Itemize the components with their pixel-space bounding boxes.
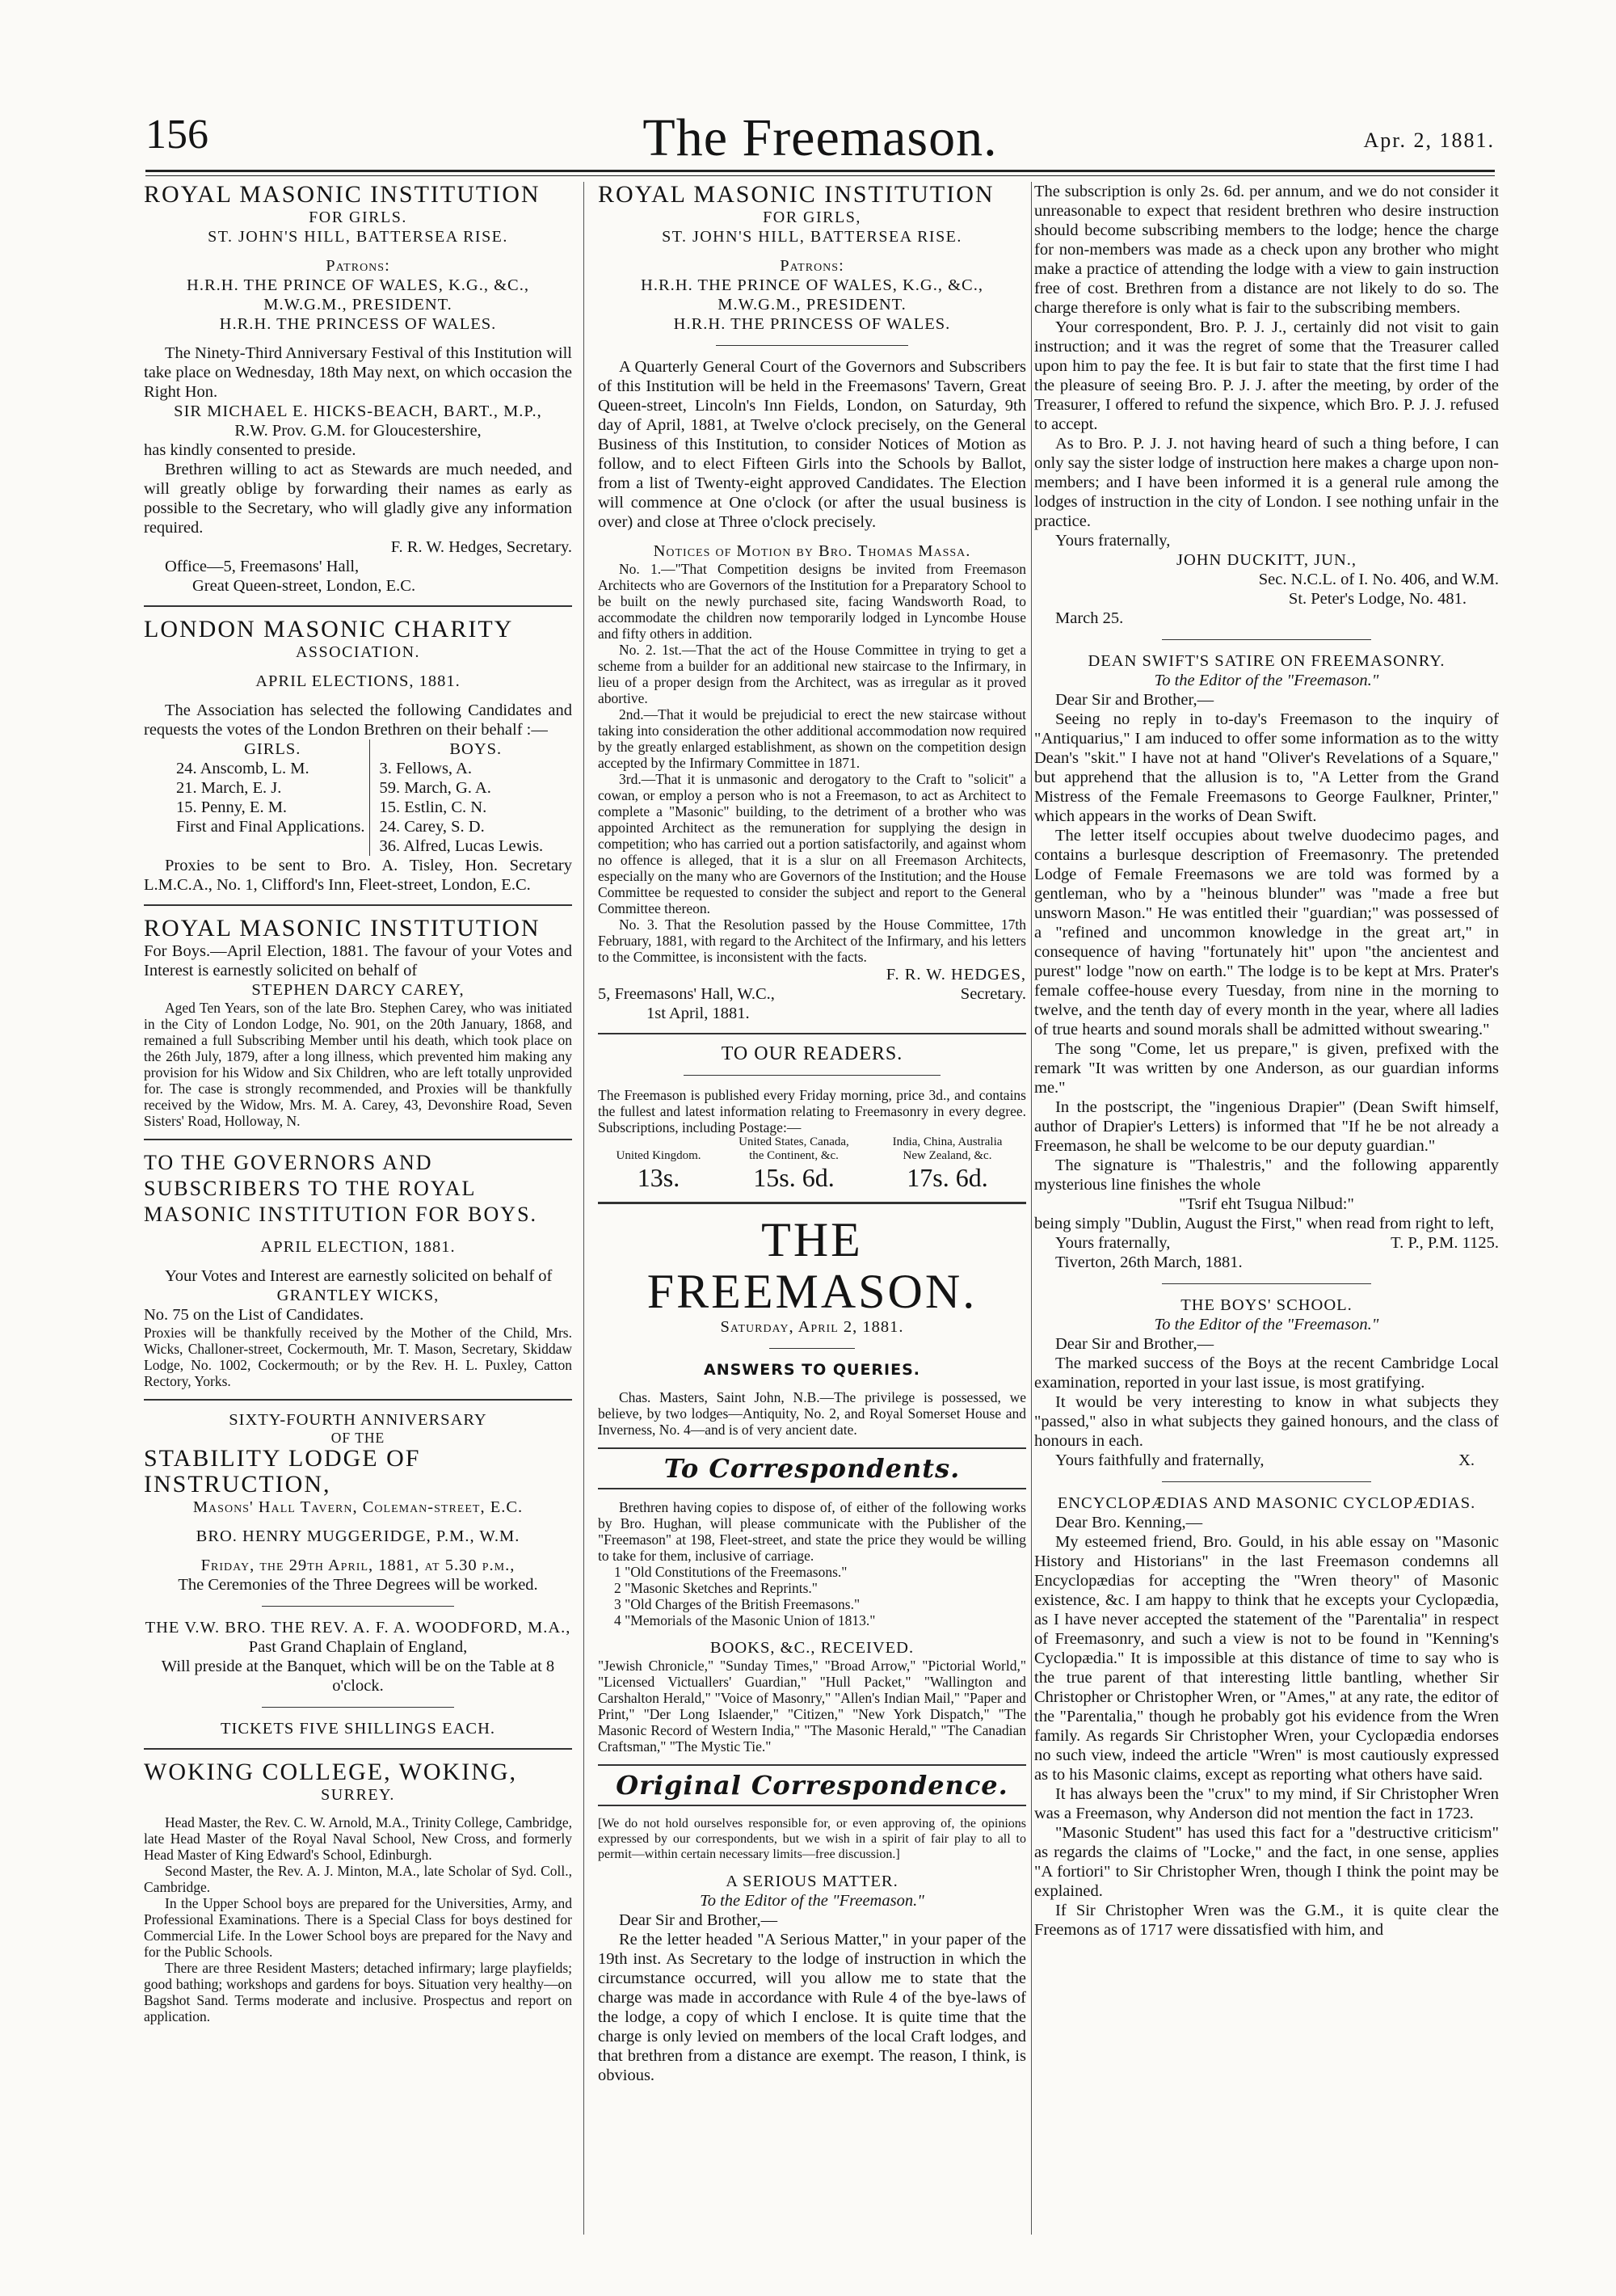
section-body: Brethren having copies to dispose of, of either of the following works by Bro. Hughan, will please communicate with the Publisher of the "Freemason" at 198, Fleet-street, and state the price they would be willing to take for them, inclusive of carriage. — [598, 1499, 1026, 1564]
advert-body: Aged Ten Years, son of the late Bro. Stephen Carey, who was initiated in the City of London Lodge, No. 901, on the 20th January, 1868, and remained a full Subscribing Member until his death, which took place on the 26th July, 1879, after a long illness, which prevented him making any provision for his Widow and Six Children, who are left totally unprovided for. The case is strongly recommended, and Proxies will be thankfully received by the Widow, Mrs. M. A. Carey, 43, Devonshire Road, Seven Sisters' Road, Holloway, N. — [144, 1000, 572, 1129]
letter-salutation: Dear Bro. Kenning,— — [1055, 1514, 1203, 1531]
patron-line: H.R.H. THE PRINCESS OF WALES. — [219, 315, 497, 333]
advert-subheading: FOR GIRLS. — [309, 209, 407, 226]
notice-item: No. 2. 1st.—That the act of the House Committee in trying to get a scheme from a builder for an additional new staircase to the Infirmary, in lieu of a proper design from the Architect, was as irregular as it proved abortive. — [598, 642, 1026, 706]
section-rule — [144, 605, 572, 607]
section-heading: BOOKS, &C., RECEIVED. — [709, 1639, 915, 1657]
advert-preheading: SIXTY-FOURTH ANNIVERSARY — [229, 1411, 487, 1429]
paper-title: THE FREEMASON. — [646, 1213, 978, 1318]
advert-subheading: FOR GIRLS, — [763, 209, 861, 226]
list-item: 15. Penny, E. M. — [176, 798, 288, 816]
date-line: Friday, the 29th April, 1881, at 5.30 p.m., — [200, 1557, 516, 1574]
advert-body: Second Master, the Rev. A. J. Minton, M.A., late Scholar of Syd. Coll., Cambridge. — [144, 1863, 572, 1895]
advert-woking-college — [144, 1759, 572, 2024]
signature: F. R. W. Hedges, Secretary. — [390, 538, 572, 556]
letter-heading: A SERIOUS MATTER. — [726, 1873, 898, 1890]
advert-body: THE V.W. BRO. THE REV. A. F. A. WOODFORD, M.A., — [145, 1619, 571, 1637]
page-number: 156 — [145, 112, 208, 158]
column-divider — [1031, 182, 1032, 2235]
patron-line: H.R.H. THE PRINCE OF WALES, K.G., &C., — [187, 276, 529, 294]
letter-body: being simply "Dublin, August the First," when read from right to left, — [1034, 1215, 1495, 1232]
section-body: "Jewish Chronicle," "Sunday Times," "Broad Arrow," "Pictorial World," "Licensed Victuallers' Guardian," "Hull Packet," "Wallington and Carshalton Herald," "Voice of Masonry," "Allen's Indian Mail," "Paper and Print," "Der Long Islaender," "Citizen," "New York Dispatch," "The Masonic Record of Western India," "The Masonic Herald," "The Canadian Craftsman," "The Mystic Tie." — [598, 1658, 1026, 1755]
advert-subheading: ST. JOHN'S HILL, BATTERSEA RISE. — [208, 228, 508, 246]
list-item: 4 "Memorials of the Masonic Union of 1813." — [614, 1612, 876, 1628]
signature-date: 1st April, 1881. — [646, 1005, 750, 1022]
price-value: 17s. 6d. — [907, 1163, 988, 1192]
advert-body: No. 75 on the List of Candidates. — [144, 1306, 364, 1324]
letter-heading: ENCYCLOPÆDIAS AND MASONIC CYCLOPÆDIAS. — [1057, 1494, 1476, 1512]
patron-line: H.R.H. THE PRINCESS OF WALES. — [673, 315, 951, 333]
section-rule — [598, 1202, 1026, 1204]
letter-closing: Yours faithfully and fraternally, — [1055, 1451, 1265, 1469]
advert-lmca — [144, 617, 572, 895]
masthead-title: The Freemason. — [642, 108, 998, 167]
patron-line: M.W.G.M., PRESIDENT. — [263, 296, 452, 314]
advert-body: The Association has selected the following Candidates and requests the votes of the London Brethren on their behalf :— — [144, 701, 572, 739]
notice-item: No. 1.—"That Competition designs be invited from Freemason Architects who are Governors of the Institution for a Preparatory School to be built on the newly purchased site, facing Wandsworth Road, to accommodate the children now temporarily lodged in Lyncombe House and fifty others in addition. — [598, 561, 1026, 642]
column-2 — [598, 182, 1026, 2085]
letter-dean-swift — [1034, 651, 1499, 1272]
works-list — [598, 1564, 1026, 1628]
column-header: BOYS. — [449, 740, 503, 758]
letter-body: The signature is "Thalestris," and the following apparently mysterious line finishes the whole — [1034, 1156, 1499, 1194]
advert-stability-lodge — [144, 1410, 572, 1738]
advert-body: Past Grand Chaplain of England, — [248, 1638, 468, 1656]
short-rule — [1162, 1481, 1371, 1482]
price-column — [887, 1135, 1008, 1192]
elections-line: APRIL ELECTIONS, 1881. — [255, 672, 461, 690]
office-address: Office—5, Freemasons' Hall, — [165, 558, 360, 575]
letter-signoff — [1034, 1233, 1499, 1253]
chair-line: has kindly consented to preside. — [144, 441, 356, 459]
letter-heading: DEAN SWIFT'S SATIRE ON FREEMASONRY. — [1088, 652, 1446, 670]
advert-body: Proxies will be thankfully received by the Mother of the Child, Mrs. Wicks, Challoner-street, Cockermouth, Mr. T. Mason, Secretary, Skiddaw Lodge, No. 1002, Cockermouth; or by the Rev. H. L. Puxley, Catton Rectory, Yorks. — [144, 1325, 572, 1389]
advert-governors — [144, 1150, 572, 1389]
section-rule — [598, 1488, 1026, 1489]
advert-rmi-girls — [144, 182, 572, 596]
letter-body: It has always been the "crux" to my mind, if Sir Christopher Wren was a Freemason, why Anderson did not mention the fact in 1723. — [1034, 1785, 1499, 1822]
letter-closing: Yours fraternally, — [1055, 532, 1171, 550]
advert-heading: ROYAL MASONIC INSTITUTION — [598, 182, 995, 208]
to-correspondents — [598, 1453, 1026, 1755]
advert-heading: ROYAL MASONIC INSTITUTION — [144, 915, 541, 942]
section-rule — [144, 904, 572, 906]
list-item: 21. March, E. J. — [176, 779, 282, 797]
list-item: 2 "Masonic Sketches and Reprints." — [614, 1580, 818, 1596]
column-header: GIRLS. — [244, 740, 301, 758]
advert-body: In the Upper School boys are prepared for the Universities, Army, and Professional Examinations. There is a Special Class for boys destined for Commercial Life. In the Lower School boys are prepared for the Navy and for the Public Schools. — [144, 1895, 572, 1960]
masthead-date: Apr. 2, 1881. — [1363, 128, 1495, 152]
notice-item: No. 3. That the Resolution passed by the House Committee, 17th February, 1881, with regard to the Architect of the Infirmary, and his letters to the Committee, is inconsistent with the facts. — [598, 916, 1026, 965]
column-divider — [583, 182, 584, 2235]
advert-heading: ROYAL MASONIC INSTITUTION — [144, 182, 541, 208]
list-item: 24. Carey, S. D. — [379, 818, 485, 836]
advert-rmi-girls-court — [598, 182, 1026, 1023]
letter-salutation: Dear Sir and Brother,— — [619, 1911, 778, 1929]
price-region: United States, Canada, the Continent, &c. — [739, 1135, 849, 1162]
section-heading: ANSWERS TO QUERIES. — [703, 1361, 921, 1379]
patron-line: M.W.G.M., PRESIDENT. — [718, 296, 907, 314]
letter-date: March 25. — [1055, 609, 1124, 627]
short-rule — [1162, 1283, 1371, 1284]
list-item: 36. Alfred, Lucas Lewis. — [379, 837, 544, 855]
letter-body: The marked success of the Boys at the recent Cambridge Local examination, reported in your last issue, is most gratifying. — [1034, 1354, 1499, 1392]
letter-body: In the postscript, the "ingenious Drapier" (Dean Swift himself, author of Drapier's Letters) is informed that "If he be not already a Freemason, he shall be welcome to be our deputy guardian." — [1034, 1098, 1499, 1155]
signature-title: Secretary. — [960, 985, 1026, 1003]
elections-line: APRIL ELECTION, 1881. — [260, 1238, 456, 1256]
section-heading: TO OUR READERS. — [721, 1043, 903, 1064]
advert-body: Proxies to be sent to Bro. A. Tisley, Hon. Secretary L.M.C.A., No. 1, Clifford's Inn, Fleet-street, London, E.C. — [144, 857, 572, 894]
letter-body: The song "Come, let us prepare," is given, prefixed with the remark "It was written by one Anderson, as our guardian informs me." — [1034, 1040, 1499, 1097]
letter-signoff — [1034, 1451, 1499, 1470]
office-address: Great Queen-street, London, E.C. — [192, 577, 416, 595]
section-body: Chas. Masters, Saint John, N.B.—The privilege is possessed, we believe, by two lodges—Antiquity, No. 2, and Royal Somerset House and Inverness, No. 4—and is of very ancient date. — [598, 1389, 1026, 1438]
advert-heading: WOKING COLLEGE, WOKING, — [144, 1759, 518, 1785]
section-rule — [598, 1447, 1026, 1449]
column-1 — [144, 182, 572, 2024]
section-body: The Freemason is published every Friday morning, price 3d., and contains the fullest and latest information relating to Freemasonry in every degree. Subscriptions, including Postage:— — [598, 1087, 1026, 1135]
advert-body: There are three Resident Masters; detached infirmary; large playfields; good bathing; workshops and gardens for boys. Situation very healthy—on Bagshot Sand. Terms moderate and inclusive. Prospectus and report on application. — [144, 1960, 572, 2024]
candidate-name: STEPHEN DARCY CAREY, — [251, 981, 465, 999]
notice-item: 3rd.—That it is unmasonic and derogatory to the Craft to "solicit" a cowan, or employ a person who is not a Freemason, to act as Architect to complete a "Masonic" building, to the detriment of a brother who was appointed Architect as the remuneration for supplying the design in competition; who has carried out a portion satisfactorily, and against whom no offence is alleged, that it is a slur on all Freemason Architects, especially on the many who are Governors of the Institution; and the House Committee be requested to consider the subject and report to the General Committee thereon. — [598, 771, 1026, 916]
subscription-prices — [598, 1135, 1026, 1192]
signature: St. Peter's Lodge, No. 481. — [1288, 590, 1467, 608]
short-rule — [769, 1348, 855, 1349]
wm-line: BRO. HENRY MUGGERIDGE, P.M., W.M. — [196, 1527, 520, 1545]
advert-body: A Quarterly General Court of the Governors and Subscribers of this Institution will be held in the Freemasons' Tavern, Great Queen-street, Lincoln's Inn Fields, London, on Saturday, 9th day of April, 1881, at Twelve o'clock precisely, on the General Business of this Institution, to consider Notices of Motion as follow, and to elect Fifteen Girls into the Schools by Ballot, from a list of Twenty-eight approved Candidates. The Election will commence at One o'clock (or after the usual business is over) and close at Three o'clock precisely. — [598, 358, 1026, 531]
signature: Sec. N.C.L. of I. No. 406, and W.M. — [1258, 571, 1499, 588]
price-region: United Kingdom. — [616, 1149, 701, 1162]
list-item: 1 "Old Constitutions of the Freemasons." — [614, 1564, 848, 1580]
masthead — [145, 109, 1495, 166]
price-value: 15s. 6d. — [753, 1163, 835, 1192]
short-rule — [262, 1606, 455, 1607]
section-rule — [598, 1033, 1026, 1034]
signature: T. P., P.M. 1125. — [1391, 1234, 1499, 1252]
advert-heading: LONDON MASONIC CHARITY — [144, 616, 514, 642]
letter-to: To the Editor of the "Freemason." — [1154, 672, 1379, 689]
masthead-rule — [145, 170, 1495, 172]
price-column — [617, 1135, 701, 1192]
advert-rmi-boys — [144, 916, 572, 1129]
letter-closing: Yours fraternally, — [1055, 1234, 1171, 1252]
list-item: 3 "Old Charges of the British Freemasons." — [614, 1596, 861, 1612]
list-item: 59. March, G. A. — [379, 779, 491, 797]
chair-line: SIR MICHAEL E. HICKS-BEACH, BART., M.P., — [174, 402, 542, 420]
letter-body: Re the letter headed "A Serious Matter," in your paper of the 19th inst. As Secretary to the lodge of instruction in which the circumstance occurred, will you allow me to state that the charge was made in accordance with Rule 4 of the bye-laws of the lodge, a copy of which I enclose. It is quite time that the charge is only levied on members of the local Craft lodges, and that brethren from a distance are exempt. The reason, I think, is obvious. — [598, 1931, 1026, 2084]
advert-subheading: ST. JOHN'S HILL, BATTERSEA RISE. — [662, 228, 962, 246]
candidate-name: GRANTLEY WICKS, — [276, 1287, 440, 1304]
letter-salutation: Dear Sir and Brother,— — [1055, 691, 1214, 709]
list-item: 3. Fellows, A. — [379, 760, 472, 777]
letter-boys-school — [1034, 1295, 1499, 1470]
advert-subheading: ASSOCIATION. — [295, 643, 421, 661]
patrons-label: Patrons: — [780, 257, 844, 275]
advert-heading: STABILITY LODGE OF INSTRUCTION, — [144, 1445, 421, 1498]
letter-body: Your correspondent, Bro. P. J. J., certainly did not visit to gain instruction; and it was the regret of some that the Treasurer called upon him to pay the fee. It is but fair to state that the first time I had the pleasure of seeing Bro. P. J. J. after the meeting, by order of the Treasurer, I offered to refund the sixpence, which Bro. P. J. J. refused to accept. — [1034, 318, 1499, 433]
letter-body: As to Bro. P. J. J. not having heard of such a thing before, I can only say the sister lodge of instruction here makes a charge upon non-members; and I have been informed it is a general rule among the lodges of instruction in the city of London. I see nothing unfair in the practice. — [1034, 435, 1499, 530]
advert-body: Head Master, the Rev. C. W. Arnold, M.A., Trinity College, Cambridge, late Head Master of the Royal Naval School, New Cross, and formerly Head Master of King Edward's School, Edinburgh. — [144, 1814, 572, 1863]
list-item: First and Final Applications. — [176, 818, 365, 836]
section-heading: To Correspondents. — [663, 1453, 961, 1484]
letter-body: The letter itself occupies about twelve duodecimo pages, and contains a burlesque description of Freemasonry. The pretended Lodge of Female Freemasons we are told was formed by a gentleman, who by a "heinous blunder" was "made a free but unsworn Mason." He was entitled their "guardian;" was possessed of a "refined and uncommon knowledge in the great art," in consequence of having "fortunately hit" upon "the ancientest and purest" lodge "now on earth." The lodge is to be kept at Mrs. Prater's female coffee-house every Tuesday, from nine in the morning to twelve, and the tenth day of every month in the year, where all ladies of true hearts and sound morals shall be admitted without swearing." — [1034, 827, 1499, 1038]
paper-date: Saturday, April 2, 1881. — [720, 1318, 904, 1336]
letter-quote: "Tsrif eht Tsugua Nilbud:" — [1179, 1195, 1354, 1213]
letter-heading: THE BOYS' SCHOOL. — [1180, 1296, 1353, 1314]
letter-body: If Sir Christopher Wren was the G.M., it is quite clear the Freemons as of 1717 were dissatisfied with him, and — [1034, 1902, 1499, 1939]
advert-heading: TO THE GOVERNORS AND SUBSCRIBERS TO THE ROYAL MASONIC INSTITUTION FOR BOYS. — [144, 1151, 538, 1226]
letter-body: Seeing no reply in to-day's Freemason to the inquiry of "Antiquarius," I am induced to offer some information as to the witty Dean's "skit." I have not at hand "Oliver's Revelations of a Square," but apprehend that the allusion is to, "A Letter from the Grand Mistress of the Female Freemasons to George Faulkner, Printer," which appears in the works of Dean Swift. — [1034, 710, 1499, 825]
section-rule — [598, 1764, 1026, 1766]
venue-line: Masons' Hall Tavern, Coleman-street, E.C. — [192, 1498, 524, 1516]
masthead-rule-thin — [145, 175, 1495, 176]
letter-to: To the Editor of the "Freemason." — [1154, 1316, 1379, 1333]
original-correspondence — [598, 1770, 1026, 2085]
notices-heading: Notices of Motion by Bro. Thomas Massa. — [653, 542, 971, 560]
section-rule — [144, 1139, 572, 1140]
section-rule — [598, 1805, 1026, 1806]
advert-body: Will preside at the Banquet, which will be on the Table at 8 o'clock. — [161, 1658, 555, 1695]
letter-encyclopaedias — [1034, 1493, 1499, 1940]
letter-body: It would be very interesting to know in what subjects they "passed," also in what subjects they gained honours, and the class of honours in each. — [1034, 1393, 1499, 1450]
signature-line — [598, 984, 1026, 1004]
letter-salutation: Dear Sir and Brother,— — [1055, 1335, 1214, 1353]
advert-preheading: OF THE — [330, 1430, 385, 1446]
letter-to: To the Editor of the "Freemason." — [700, 1892, 924, 1910]
letter-body: My esteemed friend, Bro. Gould, in his able essay on "Masonic History and Historians" in the last Freemason condemns all Encyclopædias for accepting the "Wren theory" of Masonic existence, &c. I am happy to think that he excepts your Cyclopædia, as I have never accepted the statement of the "Parentalia" in respect of Freemasonry, and such a view is not to be found in "Kenning's Cyclopædia." It is impossible at this distance of time to say who is the true parent of that interesting little bantling, whether Sir Christopher or Christopher Wren, or "Ames," at any rate, the editor of the "Parentalia," though he probably got his evidence from the Wren family. As regards Sir Christopher Wren, your Cyclopædia endorses no such view, indeed the article "Wren" is most cautiously expressed as to his Masonic claims, except as reporting what others have said. — [1034, 1533, 1499, 1784]
patron-line: H.R.H. THE PRINCE OF WALES, K.G., &C., — [641, 276, 983, 294]
letter-body: "Masonic Student" has used this fact for a "destructive criticism" as regards the claims of "Locke," and the fact, in one sense, applies "A fortiori" to Sir Christopher Wren, though I think the point may be explained. — [1034, 1824, 1499, 1900]
advert-body: The Ninety-Third Anniversary Festival of this Institution will take place on Wednesday, 18th May next, on which occasion the Right Hon. — [144, 344, 572, 401]
chair-line: R.W. Prov. G.M. for Gloucestershire, — [234, 422, 482, 440]
answers-to-queries — [598, 1360, 1026, 1438]
short-rule — [716, 345, 909, 346]
letter-serious-matter-continued — [1034, 182, 1499, 628]
short-rule — [262, 1707, 455, 1708]
letter-body: The subscription is only 2s. 6d. per annum, and we do not consider it unreasonable to expect that resident brethren who desire instruction should become subscribing members to the lodge; hence the charge for non-members was made as a check upon any brother who might make a practice of attending the lodge with a view to gain instruction free of cost. Brethren from a distance are not likely to do so. The charge therefore is only what is fair to the subscribing members. — [1034, 183, 1499, 317]
patrons-label: Patrons: — [326, 257, 390, 275]
price-value: 13s. — [637, 1163, 680, 1192]
section-rule — [144, 1748, 572, 1750]
short-rule — [684, 1075, 941, 1076]
section-heading: Original Correspondence. — [616, 1770, 1008, 1801]
signature: JOHN DUCKITT, JUN., — [1176, 551, 1357, 569]
to-our-readers — [598, 1044, 1026, 1192]
section-rule — [144, 1399, 572, 1401]
column-3 — [1034, 182, 1499, 1940]
notice-item: 2nd.—That it would be prejudicial to erect the new staircase without taking into consideration the other additional accommodation now required by the greatly enlarged establishment, as shown on the competition design accepted by the Infirmary Committee in 1871. — [598, 706, 1026, 771]
short-rule — [1162, 639, 1371, 640]
signature-address: 5, Freemasons' Hall, W.C., — [598, 985, 775, 1003]
advert-body: Brethren willing to act as Stewards are much needed, and will greatly oblige by forwarding their names as early as possible to the Secretary, who will gladly give any information required. — [144, 461, 572, 537]
disclaimer: [We do not hold ourselves responsible for, or even approving of, the opinions expressed by our correspondents, but we wish in a spirit of fair play to all to permit—within certain necessary limits—free discussion.] — [598, 1817, 1026, 1861]
tickets-line: TICKETS FIVE SHILLINGS EACH. — [220, 1720, 496, 1738]
advert-body: Your Votes and Interest are earnestly solicited on behalf of — [165, 1267, 553, 1285]
candidates-table — [144, 739, 572, 856]
advert-body: For Boys.—April Election, 1881. The favour of your Votes and Interest is earnestly solicited on behalf of — [144, 942, 572, 979]
signature: X. — [1458, 1451, 1475, 1469]
list-item: 15. Estlin, C. N. — [379, 798, 487, 816]
advert-body: The Ceremonies of the Three Degrees will be worked. — [178, 1576, 538, 1594]
price-region: India, China, Australia New Zealand, &c. — [892, 1135, 1003, 1162]
signature: F. R. W. HEDGES, — [886, 966, 1026, 984]
price-column — [738, 1135, 851, 1192]
letter-date: Tiverton, 26th March, 1881. — [1055, 1253, 1243, 1271]
list-item: 24. Anscomb, L. M. — [176, 760, 309, 777]
advert-subheading: SURREY. — [321, 1786, 395, 1804]
